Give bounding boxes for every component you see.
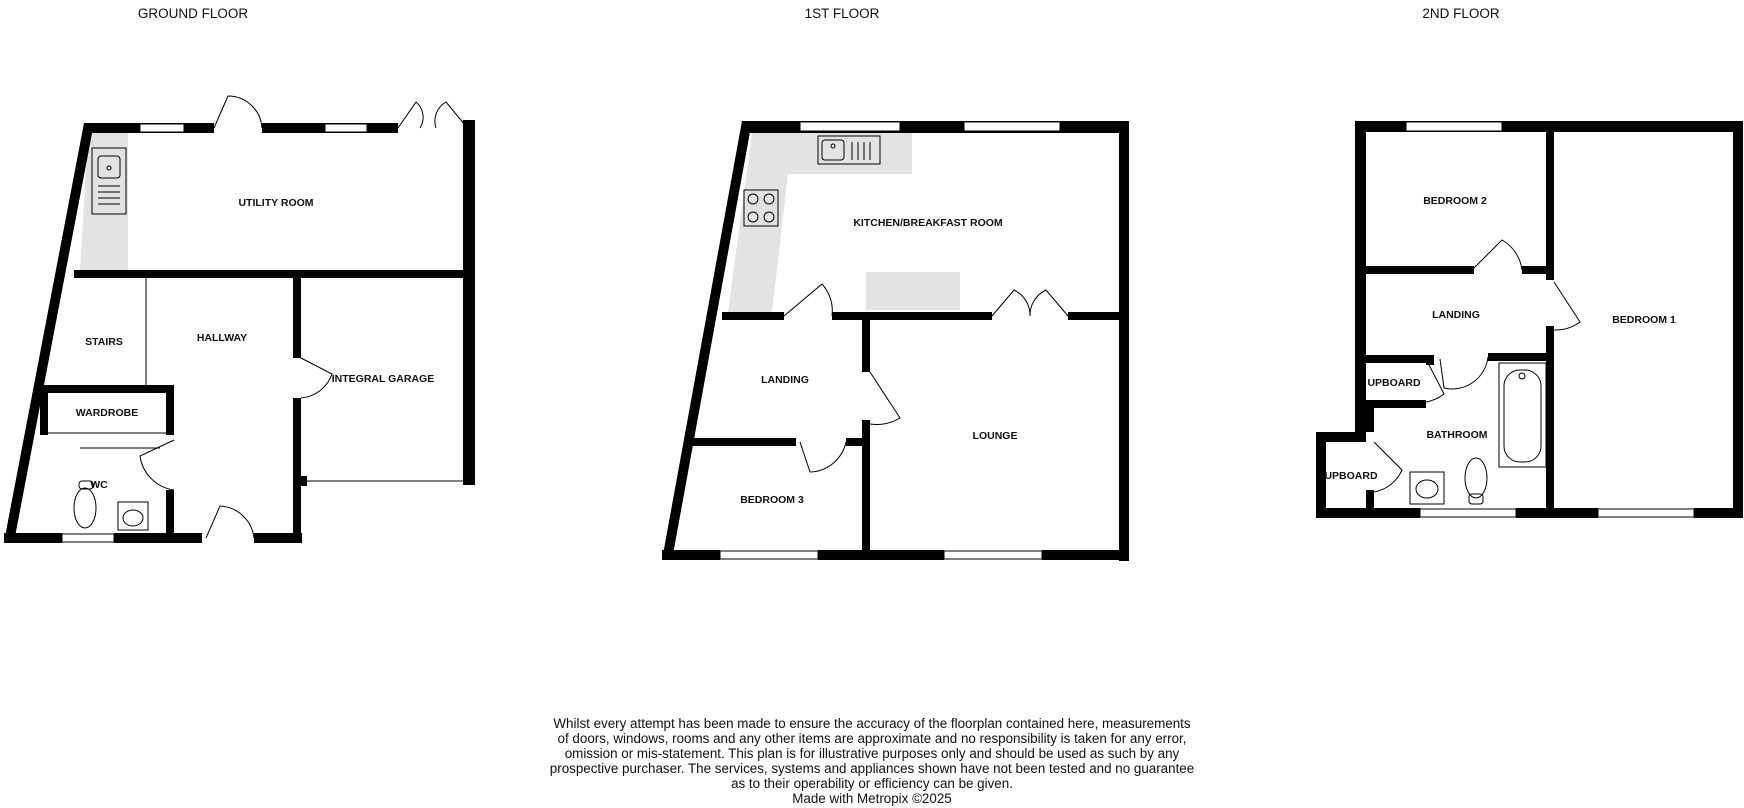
second-floor-title: 2ND FLOOR [1422,6,1500,21]
disclaimer-line: Whilst every attempt has been made to ensure the accuracy of the floorplan contained here, measurements [553,716,1191,731]
room-label-bedroom3: BEDROOM 3 [740,494,804,506]
room-label-lounge: LOUNGE [972,430,1018,442]
window [800,122,900,131]
room-label-hallway: HALLWAY [196,332,248,344]
window [964,122,1060,131]
front-door-swing [206,506,254,538]
toilet-icon [1465,458,1487,498]
room-label-garage: INTEGRAL GARAGE [331,373,435,385]
first-floor-plan [662,121,1129,561]
room-label-wc: WC [90,479,108,491]
bathroom-door-swing [1440,357,1488,389]
room-label-landing-1st: LANDING [761,374,809,386]
room-label-wardrobe: WARDROBE [75,407,139,419]
room-label-bathroom: BATHROOM [1426,429,1488,441]
room-label-kitchen: KITCHEN/BREAKFAST ROOM [853,217,1003,229]
toilet-icon [74,488,96,528]
window [944,551,1042,559]
disclaimer-line: of doors, windows, rooms and any other items are approximate and no responsibility is taken for any error, [557,731,1187,746]
bedroom1-door-swing [1554,282,1580,330]
second-floor-plan [1316,121,1743,518]
disclaimer-line: prospective purchaser. The services, systems and appliances shown have not been tested and no guarantee [549,761,1195,776]
window [720,551,818,559]
bedroom2-door-swing [1472,240,1522,270]
window [62,534,114,542]
garage-door-swing [301,358,332,398]
cupboard-door-swing [1374,442,1402,492]
window [1406,122,1502,131]
window [325,124,367,132]
french-door-swing [398,102,440,128]
door-swing [214,96,262,128]
breakfast-bar [866,272,960,310]
room-label-landing-2nd: LANDING [1432,309,1480,321]
ground-floor-title: GROUND FLOOR [137,6,249,21]
room-label-stairs: STAIRS [85,336,123,348]
disclaimer-line: as to their operability or efficiency can be given. [731,776,1013,791]
disclaimer-line: omission or mis-statement. This plan is for illustrative purposes only and should be used as such by any [564,746,1180,761]
window [140,124,184,132]
room-label-cupboard-lower: UPBOARD [1324,470,1378,482]
first-floor-title: 1ST FLOOR [804,6,880,21]
room-label-cupboard-upper: UPBOARD [1367,377,1421,389]
bedroom3-door-swing [800,442,846,472]
lounge-french-door-swing [992,290,1068,316]
room-label-utility: UTILITY ROOM [238,197,314,209]
ground-floor-plan [4,96,475,543]
landing-door-swing [784,284,832,316]
basin-icon [1410,472,1444,504]
metropix-credit: Made with Metropix ©2025 [792,791,952,806]
room-label-bedroom1: BEDROOM 1 [1612,314,1676,326]
disclaimer [520,716,1224,806]
room-label-bedroom2: BEDROOM 2 [1423,195,1487,207]
lounge-door-swing [870,372,900,424]
window [1420,509,1516,517]
window [1598,509,1694,517]
